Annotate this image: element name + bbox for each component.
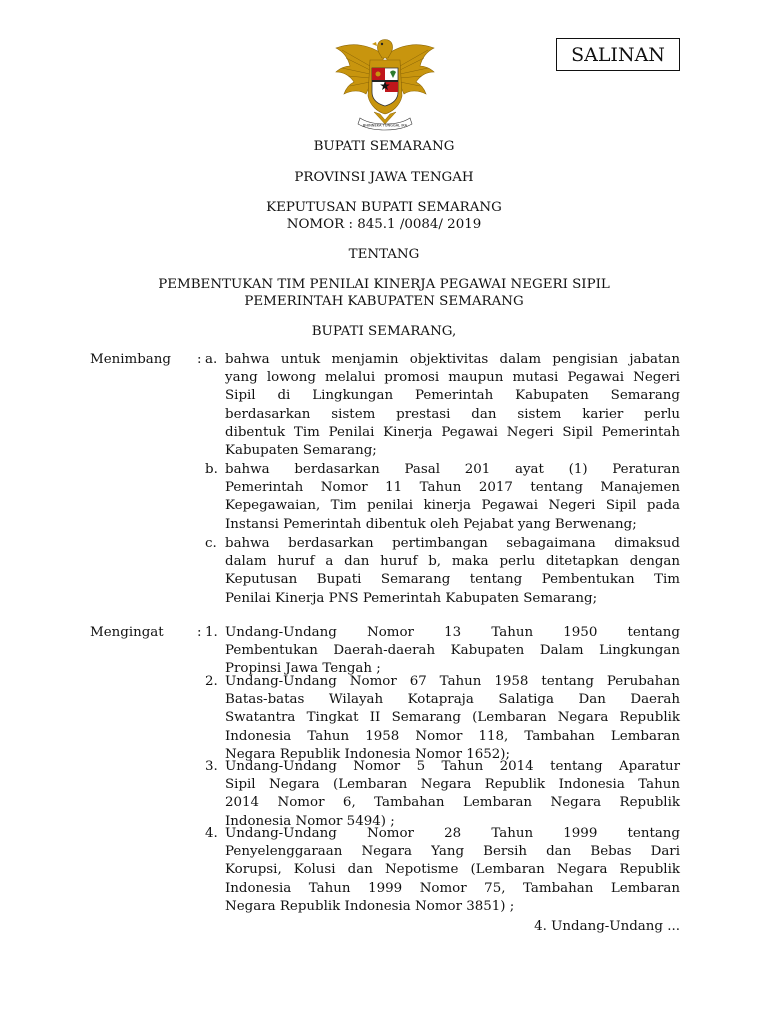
header-provinsi: PROVINSI JAWA TENGAH bbox=[294, 170, 474, 185]
item-number: b. bbox=[205, 462, 218, 477]
item-number: c. bbox=[205, 536, 217, 551]
header-title-line2: PEMERINTAH KABUPATEN SEMARANG bbox=[244, 294, 524, 309]
emblem-motto: BHINNEKA TUNGGAL IKA bbox=[362, 123, 408, 128]
header-bupati-comma: BUPATI SEMARANG, bbox=[311, 324, 457, 339]
garuda-pancasila-emblem-icon bbox=[330, 36, 440, 132]
header-bupati: BUPATI SEMARANG bbox=[313, 139, 455, 154]
salinan-stamp: SALINAN bbox=[556, 38, 680, 71]
item-number: 1. bbox=[205, 625, 218, 640]
item-number: 2. bbox=[205, 674, 218, 689]
header-nomor: NOMOR : 845.1 /0084/ 2019 bbox=[286, 217, 482, 232]
item-number: a. bbox=[205, 352, 218, 367]
mengingat-label: Mengingat bbox=[90, 625, 164, 640]
header-title-line1: PEMBENTUKAN TIM PENILAI KINERJA PEGAWAI NEGERI SIPIL bbox=[158, 277, 610, 292]
page-continuation: 4. Undang-Undang ... bbox=[534, 919, 680, 934]
item-number: 4. bbox=[205, 826, 218, 841]
header-tentang: TENTANG bbox=[348, 247, 420, 262]
menimbang-colon: : bbox=[197, 352, 202, 367]
header-keputusan: KEPUTUSAN BUPATI SEMARANG bbox=[266, 200, 502, 215]
document-page: SALINAN BHINNEKA TUNGGAL IKA BUPATI SEMARANG PROVINSI JAWA TENGAH KEPUTUSAN BUPATI SEMARANG NOMOR : 845.1 /0084/ 2019 TENTANG PEMBENTUKAN TIM PENILAI KINERJA PEGAWAI NEGERI SIPIL PEMERINTAH KABUPATEN SEMARANG BUPATI SEMARANG, Menimbang : a. bahwa untuk menjamin objektivitas dalam pengisian jabatan yang lowong melalui promosi maupun mutasi Pegawai Negeri Sipil di Lingkungan Pemerintah Kabupaten Semarang berdasarkan sistem prestasi dan sistem karier perlu dibentuk Tim Penilai Kinerja Pegawai Negeri Sipil Pemerintah Kabupaten Semarang; b. bahwa berdasarkan Pasal 201 ayat (1) Peraturan Pemerintah Nomor 11 Tahun 2017 tentang Manajemen Kepegawaian, Tim penilai kinerja Pegawai Negeri Sipil pada Instansi Pemerintah dibentuk oleh Pejabat yang Berwenang; c. bahwa berdasarkan pertimbangan sebagaimana dimaksud dalam huruf a dan huruf b, maka perlu ditetapkan dengan Keputusan Bupati Semarang tentang Pembentukan Tim Penilai Kinerja PNS Pemerintah Kabupaten Semarang; Mengingat : 1. Undang-Undang Nomor 13 Tahun 1950 tentang Pembentukan Daerah-daerah Kabupaten Dalam Lingkungan Propinsi Jawa Tengah ; 2. Undang-Undang Nomor 67 Tahun 1958 tentang Perubahan Batas-batas Wilayah Kotapraja Salatiga Dan Daerah Swatantra Tingkat II Semarang (Lembaran Negara Republik Indonesia Tahun 1958 Nomor 118, Tambahan Lembaran Negara Republik Indonesia Nomor 1652); 3. Undang-Undang Nomor 5 Tahun 2014 tentang Aparatur Sipil Negara (Lembaran Negara Republik Indonesia Tahun 2014 Nomor 6, Tambahan Lembaran Negara Republik Indonesia Nomor 5494) ; 4. Undang-Undang Nomor 28 Tahun 1999 tentang Penyelenggaraan Negara Yang Bersih dan Bebas Dari Korupsi, Kolusi dan Nepotisme (Lembaran Negara Republik Indonesia Tahun 1999 Nomor 75, Tambahan Lembaran Negara Republik Indonesia Nomor 3851) ; 4. Undang-Undang ... bbox=[0, 0, 768, 1024]
item-number: 3. bbox=[205, 759, 218, 774]
mengingat-colon: : bbox=[197, 625, 202, 640]
menimbang-label: Menimbang bbox=[90, 352, 171, 367]
